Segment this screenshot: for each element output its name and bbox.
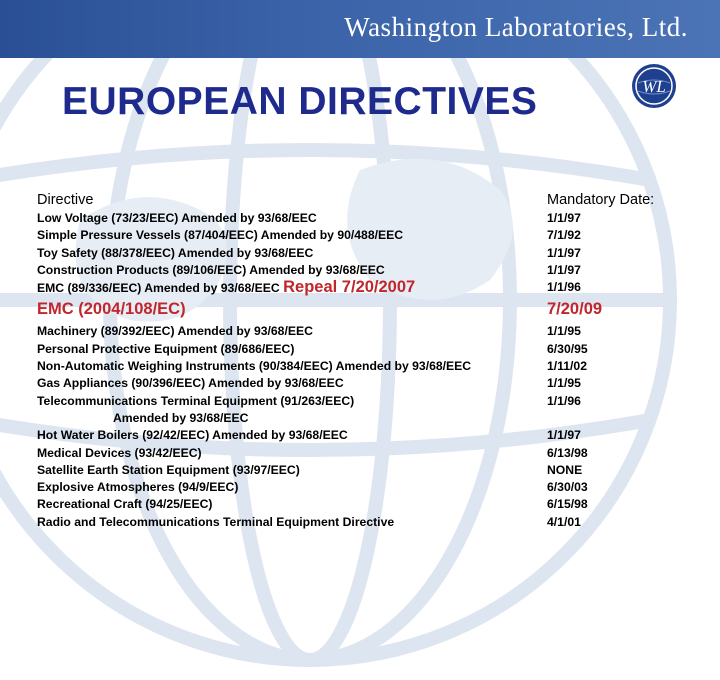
date-cell: 1/1/97 (547, 428, 581, 443)
date-cell: 7/1/92 (547, 228, 581, 243)
date-cell: 6/13/98 (547, 445, 588, 460)
date-cell: 1/1/97 (547, 245, 581, 260)
logo-letters: WL (642, 77, 666, 96)
directive-row: Explosive Atmospheres (94/9/EEC) (37, 480, 239, 495)
emc-old-label: EMC (89/336/EEC) Amended by 93/68/EEC (37, 281, 280, 296)
date-cell: 1/1/95 (547, 376, 581, 391)
date-cell: 1/1/95 (547, 324, 581, 339)
directive-row: Hot Water Boilers (92/42/EEC) Amended by 93/68/EEC (37, 428, 348, 443)
directive-row: Gas Appliances (90/396/EEC) Amended by 93/68/EEC (37, 376, 344, 391)
emc-new-date: 7/20/09 (547, 300, 603, 319)
directive-row: Low Voltage (73/23/EEC) Amended by 93/68/EEC (37, 211, 317, 225)
date-cell: 1/1/97 (547, 262, 581, 277)
header-banner (0, 0, 720, 58)
date-spacer (547, 410, 667, 427)
directive-row: Satellite Earth Station Equipment (93/97/EEC) (37, 462, 300, 477)
date-cell: 4/1/01 (547, 514, 581, 529)
directive-row: Machinery (89/392/EEC) Amended by 93/68/EEC (37, 324, 313, 339)
date-cell: 6/30/95 (547, 341, 588, 356)
wl-logo-icon (631, 63, 677, 109)
date-column (547, 210, 667, 531)
date-cell: NONE (547, 462, 583, 477)
date-cell: 1/11/02 (547, 359, 587, 374)
directive-column (37, 210, 537, 531)
date-cell: 1/1/97 (547, 211, 581, 225)
directive-row: Radio and Telecommunications Terminal Equipment Directive (37, 514, 395, 529)
repeal-note: Repeal 7/20/2007 (283, 278, 416, 297)
date-cell: 1/1/96 (547, 393, 581, 408)
emc-new-label: EMC (2004/108/EC) (37, 300, 186, 319)
directive-row: Telecommunications Terminal Equipment (91/263/EEC) (37, 393, 355, 408)
directive-row: Simple Pressure Vessels (87/404/EEC) Amended by 90/488/EEC (37, 228, 404, 243)
date-header: Mandatory Date: (547, 192, 655, 208)
date-cell: 6/30/03 (547, 480, 588, 495)
directive-row-emc-old (37, 279, 537, 296)
company-name: Washington Laboratories, Ltd. (344, 12, 688, 42)
directive-row: Toy Safety (88/378/EEC) Amended by 93/68/EEC (37, 245, 314, 260)
directive-row-amended: Amended by 93/68/EEC (113, 410, 249, 425)
page-title: EUROPEAN DIRECTIVES (62, 80, 538, 123)
directive-row: Personal Protective Equipment (89/686/EEC) (37, 341, 295, 356)
directive-header: Directive (37, 192, 94, 208)
directive-row: Medical Devices (93/42/EEC) (37, 445, 202, 460)
date-cell: 6/15/98 (547, 497, 588, 512)
directive-row: Recreational Craft (94/25/EEC) (37, 497, 213, 512)
directive-row: Construction Products (89/106/EEC) Amended by 93/68/EEC (37, 262, 385, 277)
date-cell: 1/1/96 (547, 280, 581, 295)
directive-row: Non-Automatic Weighing Instruments (90/384/EEC) Amended by 93/68/EEC (37, 359, 472, 374)
